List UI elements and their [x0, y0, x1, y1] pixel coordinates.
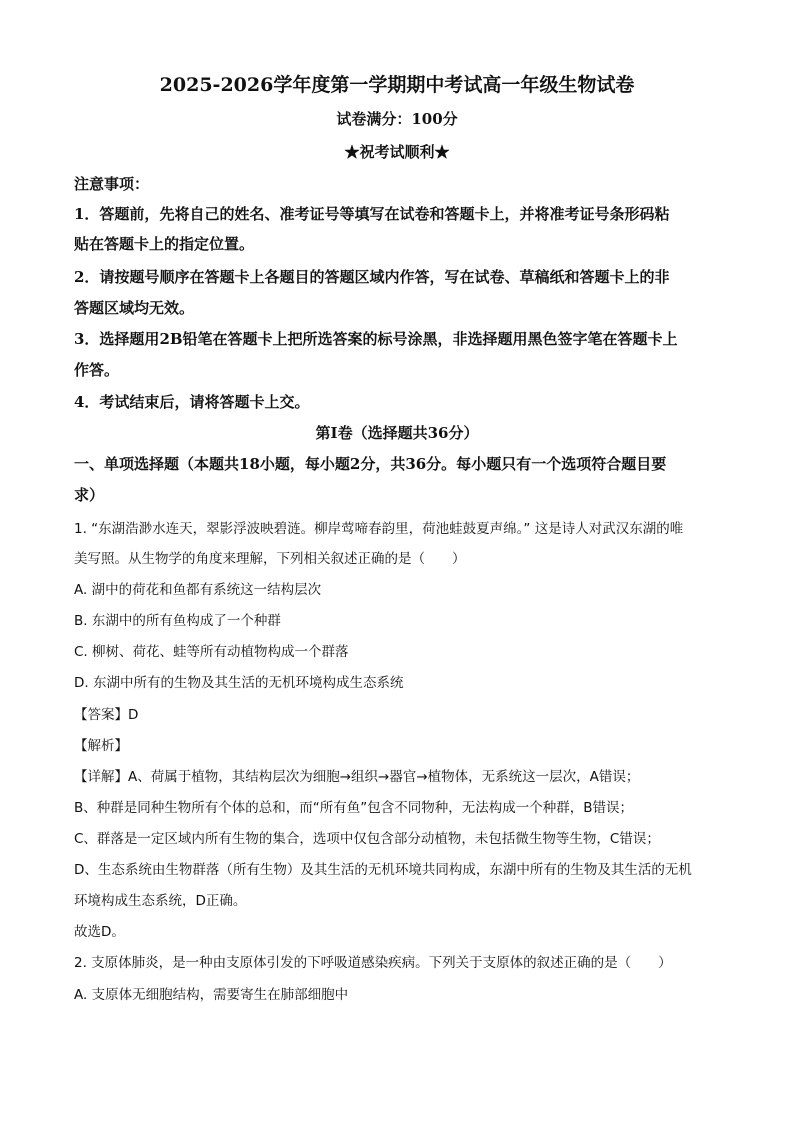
notice-item-1-line-1: 1．答题前，先将自己的姓名、准考证号等填写在试卷和答题卡上，并将准考证号条形码粘	[74, 205, 670, 223]
q1-detail-a: 【详解】A、荷属于植物，其结构层次为细胞→组织→器官→植物体，无系统这一层次，A错误；	[74, 769, 640, 785]
section-heading-line-2: 求）	[74, 486, 105, 504]
q1-detail-d-line-2: 环境构成生态系统，D正确。	[74, 893, 247, 909]
full-score: 试卷满分：100分	[336, 110, 458, 128]
part-1-title: 第Ⅰ卷（选择题共36分）	[315, 424, 479, 442]
section-heading-line-1: 一、单项选择题（本题共18小题，每小题2分，共36分。每小题只有一个选项符合题目要	[74, 455, 667, 473]
notice-heading: 注意事项：	[74, 175, 150, 193]
q2-option-a: A. 支原体无细胞结构，需要寄生在肺部细胞中	[74, 987, 349, 1003]
q1-option-b: B. 东湖中的所有鱼构成了一个种群	[74, 613, 281, 629]
q1-stem-line-1: 1. “东湖浩渺水连天，翠影浮波映碧涟。柳岸莺啼春韵里，荷池蛙鼓夏声绵。” 这是诗人对武汉东湖的唯	[74, 521, 684, 537]
notice-item-1-line-2: 贴在答题卡上的指定位置。	[74, 235, 255, 253]
q1-conclusion: 故选D。	[74, 924, 125, 940]
q1-analysis-heading: 【解析】	[74, 738, 128, 754]
q1-stem-line-2: 美写照。从生物学的角度来理解，下列相关叙述正确的是（ ）	[74, 551, 466, 567]
notice-item-2-line-2: 答题区域均无效。	[74, 299, 195, 317]
notice-item-3-line-2: 作答。	[74, 361, 120, 379]
q1-option-a: A. 湖中的荷花和鱼都有系统这一结构层次	[74, 582, 322, 598]
q1-detail-d-line-1: D、生态系统由生物群落（所有生物）及其生活的无机环境共同构成，东湖中所有的生物及其生活的无机	[74, 862, 692, 878]
q1-answer: 【答案】D	[74, 707, 139, 723]
page-title: 2025-2026学年度第一学期期中考试高一年级生物试卷	[159, 74, 635, 96]
good-luck-wish: ★祝考试顺利★	[344, 143, 450, 161]
q1-option-d: D. 东湖中所有的生物及其生活的无机环境构成生态系统	[74, 675, 404, 691]
q2-stem: 2. 支原体肺炎，是一种由支原体引发的下呼吸道感染疾病。下列关于支原体的叙述正确的是（ ）	[74, 955, 672, 971]
notice-item-2-line-1: 2．请按题号顺序在答题卡上各题目的答题区域内作答，写在试卷、草稿纸和答题卡上的非	[74, 268, 670, 286]
notice-item-4: 4．考试结束后，请将答题卡上交。	[74, 393, 310, 411]
notice-item-3-line-1: 3．选择题用2B铅笔在答题卡上把所选答案的标号涂黑，非选择题用黑色签字笔在答题卡上	[74, 330, 678, 348]
q1-detail-c: C、群落是一定区域内所有生物的集合，选项中仅包含部分动植物，未包括微生物等生物，C错误；	[74, 831, 660, 847]
q1-option-c: C. 柳树、荷花、蛙等所有动植物构成一个群落	[74, 644, 349, 660]
q1-detail-b: B、种群是同种生物所有个体的总和，而“所有鱼”包含不同物种，无法构成一个种群，B错误；	[74, 800, 634, 816]
